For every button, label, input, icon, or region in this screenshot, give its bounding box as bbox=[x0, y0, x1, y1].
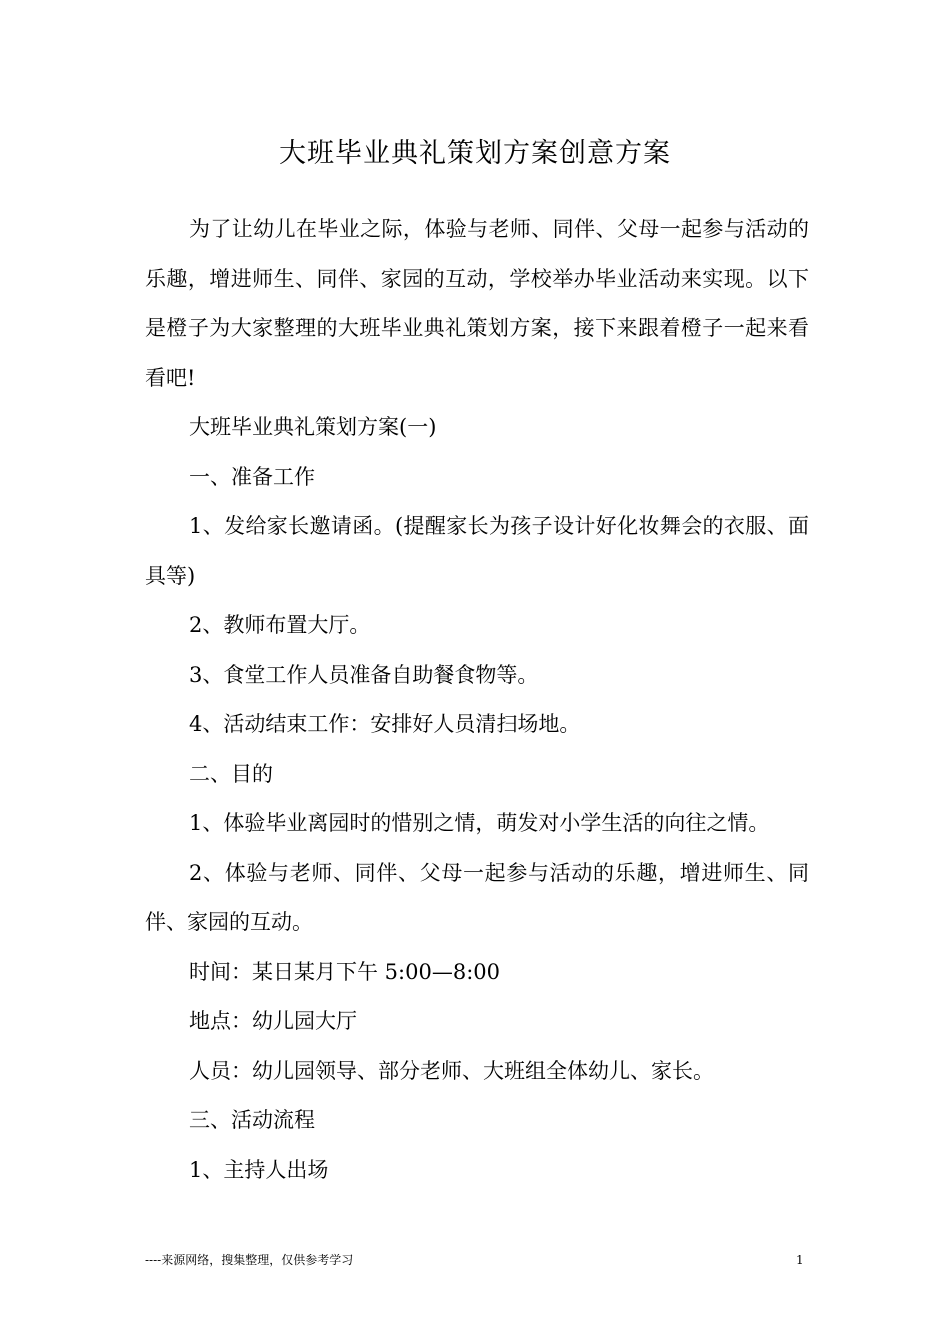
list-item-purpose-2: 2、体验与老师、同伴、父母一起参与活动的乐趣，增进师生、同伴、家园的互动。 bbox=[145, 860, 809, 934]
paragraph-plan-heading: 大班毕业典礼策划方案(一) bbox=[189, 415, 437, 439]
list-item-hall-decoration: 2、教师布置大厅。 bbox=[189, 613, 371, 637]
list-item-cleanup: 4、活动结束工作：安排好人员清扫场地。 bbox=[189, 712, 581, 736]
section-heading-preparation: 一、准备工作 bbox=[189, 464, 315, 489]
document-title: 大班毕业典礼策划方案创意方案 bbox=[279, 138, 671, 169]
info-participants: 人员：幼儿园领导、部分老师、大班组全体幼儿、家长。 bbox=[189, 1058, 714, 1083]
section-heading-purpose: 二、目的 bbox=[189, 761, 273, 786]
paragraph-intro: 为了让幼儿在毕业之际，体验与老师、同伴、父母一起参与活动的乐趣，增进师生、同伴、家园的互动，学校举办毕业活动来实现。以下是橙子为大家整理的大班毕业典礼策划方案，接下来跟着橙子一起来看看吧! bbox=[145, 217, 809, 390]
page-number: 1 bbox=[796, 1253, 804, 1267]
list-item-canteen: 3、食堂工作人员准备自助餐食物等。 bbox=[189, 662, 539, 687]
document-body bbox=[145, 205, 809, 1195]
footer-source-note: ----来源网络，搜集整理，仅供参考学习 bbox=[145, 1253, 354, 1267]
info-time: 时间：某日某月下午 5:00—8:00 bbox=[189, 959, 500, 984]
section-heading-process: 三、活动流程 bbox=[189, 1108, 315, 1132]
list-item-host: 1、主持人出场 bbox=[189, 1157, 329, 1182]
info-location: 地点：幼儿园大厅 bbox=[189, 1009, 357, 1033]
list-item-invitation: 1、发给家长邀请函。(提醒家长为孩子设计好化妆舞会的衣服、面具等) bbox=[145, 514, 809, 588]
list-item-purpose-1: 1、体验毕业离园时的惜别之情，萌发对小学生活的向往之情。 bbox=[189, 811, 770, 835]
